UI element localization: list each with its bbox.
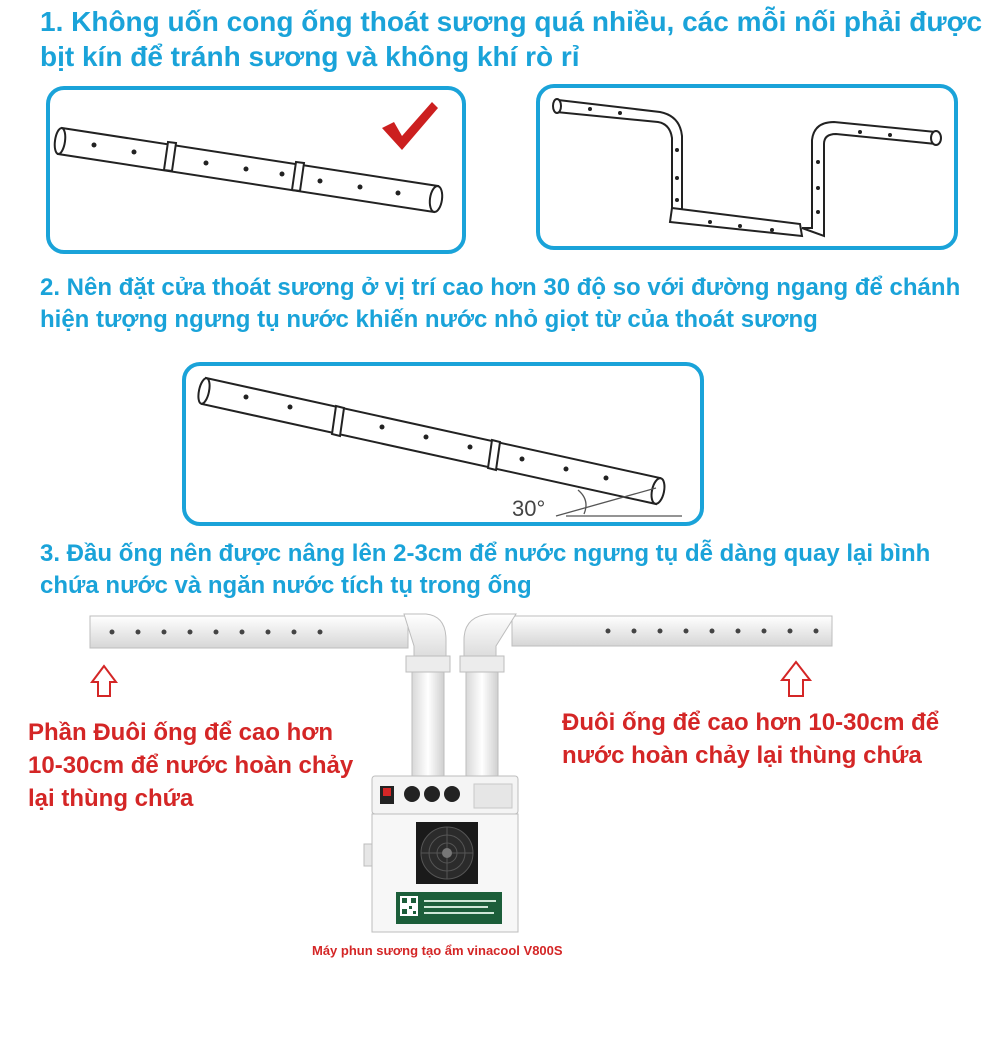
angled-pipe-frame: [182, 362, 704, 526]
checkmark-icon: [382, 102, 438, 150]
up-arrow-icon: [92, 666, 116, 696]
up-arrow-icon: [782, 662, 810, 696]
product-caption: Máy phun sương tạo ẩm vinacool V800S: [312, 943, 563, 958]
section3-heading: 3. Đầu ống nên được nâng lên 2-3cm để nước ngưng tụ dễ dàng quay lại bình chứa nước và ngăn nước tích tụ trong ống: [40, 540, 931, 599]
bent-pipe-frame: [536, 84, 958, 250]
right-pipe-note: Đuôi ống để cao hơn 10-30cm để nước hoàn chảy lại thùng chứa: [562, 709, 940, 769]
straight-pipe-illustration: [50, 90, 462, 250]
fan-icon: [416, 822, 478, 884]
left-pipe-note: Phần Đuôi ống để cao hơn 10-30cm để nước hoàn chảy lại thùng chứa: [28, 719, 354, 812]
section2-heading: 2. Nên đặt cửa thoát sương ở vị trí cao hơn 30 độ so với đường ngang để chánh hiện tượng ngưng tụ nước khiến nước nhỏ giọt từ của thoát sương: [40, 274, 961, 333]
bent-pipe-illustration: [540, 88, 954, 246]
section1-heading: 1. Không uốn cong ống thoát sương quá nhiều, các mỗi nối phải được bịt kín để tránh sương và không khí rò rỉ: [40, 6, 983, 72]
angled-pipe-illustration: [186, 366, 700, 522]
angle-label: 30°: [512, 496, 546, 521]
straight-pipe-frame: [46, 86, 466, 254]
